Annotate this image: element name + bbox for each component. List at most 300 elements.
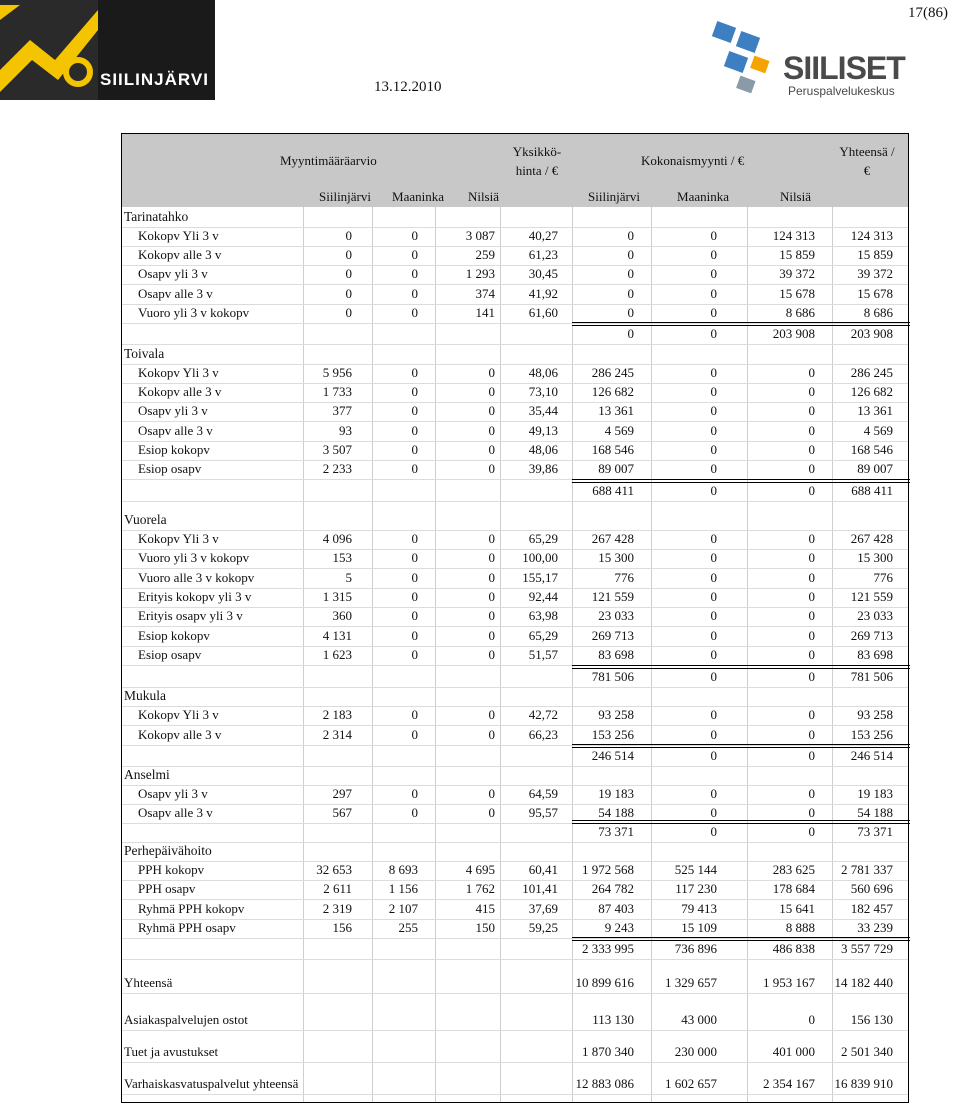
table-cell: 0 [345,305,352,320]
table-cell: 0 [411,805,418,820]
table-cell: 0 [411,423,418,438]
subtotal-cell: 3 557 729 [841,941,893,956]
table-cell: 39 372 [779,266,815,281]
table-cell: 41,92 [528,286,558,301]
table-cell: 66,23 [528,727,558,742]
grid-row-line [122,706,908,707]
table-cell: 0 [710,786,717,801]
table-cell: 13 361 [598,403,634,418]
subtotal-cell: 0 [710,483,717,498]
grid-row-line [122,959,908,960]
table-cell: 0 [710,384,717,399]
table-cell: 124 313 [772,228,815,243]
subtotal-cell: 486 838 [772,941,815,956]
grid-row-line [122,785,908,786]
table-cell: 0 [488,727,495,742]
row-label: Vuoro yli 3 v kokopv [138,550,250,565]
table-cell: 0 [710,286,717,301]
table-cell: 61,23 [528,247,558,262]
table-cell: 0 [488,461,495,476]
siiliset-brand: SIILISET [783,50,905,86]
row-label: Ryhmä PPH osapv [138,920,236,935]
table-cell: 2 319 [322,901,352,916]
table-cell: 0 [808,727,815,742]
table-cell: 0 [710,461,717,476]
table-cell: 0 [627,247,634,262]
table-cell: 0 [808,628,815,643]
grid-row-line [122,766,908,767]
table-cell: 0 [710,531,717,546]
table-cell: 64,59 [528,786,558,801]
table-cell: 8 888 [785,920,815,935]
table-cell: 0 [808,570,815,585]
table-cell: 0 [411,384,418,399]
table-cell: 0 [488,423,495,438]
table-cell: 95,57 [528,805,558,820]
header-yksikkohinta-1: Yksikkö- [512,144,562,159]
table-cell: 0 [345,286,352,301]
table-cell: 1 315 [322,589,352,604]
table-cell: 19 183 [598,786,634,801]
grid-row-line [122,804,908,805]
subtotal-cell: 0 [808,748,815,763]
row-label: Osapv alle 3 v [138,423,213,438]
table-cell: 153 256 [850,727,893,742]
grid-row-line [122,899,908,900]
table-cell: 267 428 [850,531,893,546]
table-cell: 0 [411,365,418,380]
total-cell: 401 000 [772,1044,815,1059]
table-cell: 0 [808,647,815,662]
subtotal-double-line [572,479,910,483]
table-cell: 0 [808,365,815,380]
table-cell: 0 [627,305,634,320]
subtotal-cell: 0 [710,824,717,839]
table-cell: 567 [332,805,352,820]
table-cell: 155,17 [522,570,558,585]
table-cell: 1 733 [322,384,352,399]
col-maaninka-sales: Maaninka [677,189,729,204]
table-cell: 0 [627,228,634,243]
table-cell: 83 698 [857,647,893,662]
table-cell: 89 007 [857,461,893,476]
subtotal-cell: 246 514 [850,748,893,763]
table-cell: 267 428 [591,531,634,546]
table-cell: 0 [808,550,815,565]
grid-row-line [122,842,908,843]
table-cell: 100,00 [522,550,558,565]
table-cell: 15 641 [779,901,815,916]
table-cell: 2 233 [322,461,352,476]
table-cell: 0 [411,461,418,476]
table-cell: 59,25 [528,920,558,935]
table-cell: 0 [710,707,717,722]
table-cell: 4 096 [322,531,352,546]
page-number: 17(86) [908,5,948,21]
table-cell: 0 [710,589,717,604]
table-cell: 0 [411,305,418,320]
section-heading: Toivala [124,346,165,361]
table-cell: 286 245 [850,365,893,380]
table-cell: 65,29 [528,531,558,546]
table-cell: 0 [627,266,634,281]
subtotal-double-line [572,937,910,941]
table-cell: 2 781 337 [841,862,893,877]
total-label: Asiakaspalvelujen ostot [124,1012,248,1027]
table-cell: 776 [873,570,893,585]
grid-row-line [122,441,908,442]
table-cell: 0 [411,286,418,301]
table-cell: 8 686 [785,305,815,320]
table-cell: 2 183 [322,707,352,722]
table-cell: 2 107 [388,901,418,916]
header-yksikkohinta-2: hinta / € [515,163,559,178]
table-cell: 61,60 [528,305,558,320]
table-cell: 0 [345,247,352,262]
table-cell: 3 087 [465,228,495,243]
subtotal-cell: 73 371 [598,824,634,839]
table-cell: 0 [808,403,815,418]
row-label: Esiop osapv [138,647,202,662]
table-cell: 0 [808,786,815,801]
row-label: Vuoro yli 3 v kokopv [138,305,250,320]
total-cell: 1 870 340 [582,1044,634,1059]
grid-row-line [122,501,908,502]
table-cell: 0 [488,531,495,546]
document-date: 13.12.2010 [374,79,442,95]
table-cell: 40,27 [528,228,558,243]
table-cell: 0 [488,384,495,399]
grid-row-line [122,568,908,569]
table-cell: 121 559 [591,589,634,604]
table-cell: 5 956 [322,365,352,380]
table-cell: 4 569 [604,423,634,438]
table-cell: 0 [808,608,815,623]
table-cell: 0 [710,266,717,281]
subtotal-cell: 0 [808,669,815,684]
table-cell: 8 693 [388,862,418,877]
grid-row-line [122,993,908,994]
table-cell: 1 623 [322,647,352,662]
table-cell: 1 762 [465,881,495,896]
table-cell: 15 859 [779,247,815,262]
subtotal-cell: 0 [710,669,717,684]
table-cell: 0 [488,365,495,380]
section-heading: Mukula [124,688,166,703]
table-cell: 0 [808,531,815,546]
table-cell: 0 [411,531,418,546]
table-cell: 124 313 [850,228,893,243]
sales-table [121,133,909,1103]
grid-row-line [122,421,908,422]
table-cell: 141 [475,305,495,320]
header-kokonaismyynti: Kokonaismyynti / € [641,153,745,168]
total-cell: 12 883 086 [575,1076,634,1091]
table-cell: 286 245 [591,365,634,380]
table-cell: 0 [808,384,815,399]
table-cell: 15 678 [779,286,815,301]
table-cell: 0 [808,805,815,820]
table-cell: 3 507 [322,442,352,457]
table-cell: 65,29 [528,628,558,643]
row-label: Esiop osapv [138,461,202,476]
table-cell: 2 611 [323,881,352,896]
row-label: Esiop kokopv [138,628,210,643]
table-cell: 0 [488,589,495,604]
grid-row-line [122,646,908,647]
table-cell: 54 188 [857,805,893,820]
col-siilinjarvi-sales: Siilinjärvi [588,189,640,204]
table-cell: 0 [488,570,495,585]
table-cell: 0 [710,805,717,820]
table-cell: 9 243 [604,920,634,935]
table-cell: 15 859 [857,247,893,262]
table-cell: 150 [475,920,495,935]
siilinjarvi-logo-text: SIILINJÄRVI [100,70,209,89]
row-label: Ryhmä PPH kokopv [138,901,245,916]
table-cell: 42,72 [528,707,558,722]
section-heading: Perhepäivähoito [124,843,212,858]
table-cell: 51,57 [528,647,558,662]
grid-column-line [435,207,436,1102]
grid-row-line [122,284,908,285]
table-cell: 168 546 [850,442,893,457]
table-cell: 37,69 [528,901,558,916]
table-cell: 0 [627,286,634,301]
total-cell: 113 130 [592,1012,634,1027]
table-cell: 33 239 [857,920,893,935]
header-yhteensa-2: € [863,163,871,178]
table-cell: 0 [411,570,418,585]
table-cell: 92,44 [528,589,558,604]
table-cell: 63,98 [528,608,558,623]
table-cell: 153 [332,550,352,565]
table-cell: 0 [710,647,717,662]
table-cell: 0 [808,423,815,438]
table-cell: 0 [411,228,418,243]
table-cell: 297 [332,786,352,801]
grid-row-line [122,626,908,627]
table-cell: 117 230 [675,881,717,896]
grid-row-line [122,402,908,403]
total-label: Yhteensä [124,975,173,990]
subtotal-cell: 0 [710,326,717,341]
subtotal-cell: 0 [808,824,815,839]
grid-column-line [303,207,304,1102]
subtotal-cell: 246 514 [591,748,634,763]
table-cell: 93 258 [598,707,634,722]
subtotal-double-line [572,744,910,748]
subtotal-cell: 0 [808,483,815,498]
row-label: Kokopv Yli 3 v [138,531,219,546]
table-cell: 0 [710,727,717,742]
grid-column-line [832,207,833,1102]
col-nilsia-sales: Nilsiä [779,189,811,204]
table-cell: 4 695 [465,862,495,877]
total-cell: 14 182 440 [834,975,893,990]
table-cell: 269 713 [850,628,893,643]
table-cell: 0 [345,228,352,243]
table-cell: 178 684 [772,881,815,896]
grid-column-line [651,207,652,1102]
table-cell: 374 [475,286,495,301]
table-cell: 73,10 [528,384,558,399]
table-cell: 0 [808,589,815,604]
table-cell: 0 [411,707,418,722]
table-cell: 0 [345,266,352,281]
table-cell: 153 256 [591,727,634,742]
table-cell: 0 [411,727,418,742]
table-cell: 32 653 [316,862,352,877]
col-nilsia-qty: Nilsiä [467,189,499,204]
total-label: Tuet ja avustukset [124,1044,219,1059]
table-cell: 48,06 [528,365,558,380]
row-label: Osapv alle 3 v [138,805,213,820]
grid-row-line [122,344,908,345]
row-label: Kokopv Yli 3 v [138,228,219,243]
table-cell: 49,13 [528,423,558,438]
table-cell: 560 696 [850,881,893,896]
table-cell: 101,41 [522,881,558,896]
table-cell: 0 [488,403,495,418]
row-label: Osapv yli 3 v [138,786,208,801]
table-cell: 0 [488,707,495,722]
table-cell: 0 [488,786,495,801]
table-cell: 0 [411,266,418,281]
row-label: Kokopv Yli 3 v [138,365,219,380]
table-cell: 126 682 [850,384,893,399]
table-cell: 60,41 [528,862,558,877]
grid-column-line [372,207,373,1102]
table-cell: 0 [808,707,815,722]
total-cell: 10 899 616 [575,975,634,990]
table-cell: 0 [808,461,815,476]
subtotal-cell: 0 [627,326,634,341]
grid-row-line [122,364,908,365]
table-cell: 83 698 [598,647,634,662]
table-cell: 0 [411,786,418,801]
table-cell: 0 [488,608,495,623]
siiliset-logo-icon [708,20,788,102]
section-heading: Vuorela [124,512,167,527]
subtotal-double-line [572,820,910,824]
table-cell: 0 [710,570,717,585]
subtotal-cell: 736 896 [674,941,717,956]
table-cell: 48,06 [528,442,558,457]
table-cell: 156 [332,920,352,935]
table-cell: 30,45 [528,266,558,281]
subtotal-cell: 73 371 [857,824,893,839]
table-cell: 269 713 [591,628,634,643]
total-cell: 1 953 167 [763,975,815,990]
table-cell: 0 [411,247,418,262]
table-cell: 0 [411,403,418,418]
grid-row-line [122,1094,908,1095]
table-cell: 0 [411,589,418,604]
row-label: Kokopv alle 3 v [138,247,222,262]
siiliset-subtitle: Peruspalvelukeskus [788,84,895,98]
row-label: Erityis kokopv yli 3 v [138,589,252,604]
subtotal-cell: 688 411 [592,483,634,498]
table-cell: 182 457 [850,901,893,916]
table-cell: 15 109 [681,920,717,935]
table-cell: 93 258 [857,707,893,722]
table-cell: 0 [710,228,717,243]
table-cell: 0 [488,805,495,820]
table-cell: 19 183 [857,786,893,801]
row-label: Kokopv alle 3 v [138,727,222,742]
table-cell: 0 [710,442,717,457]
total-cell: 2 501 340 [841,1044,893,1059]
table-cell: 79 413 [681,901,717,916]
total-cell: 230 000 [674,1044,717,1059]
grid-row-line [122,460,908,461]
subtotal-cell: 203 908 [772,326,815,341]
section-heading: Anselmi [124,767,170,782]
subtotal-cell: 781 506 [591,669,634,684]
table-cell: 0 [488,442,495,457]
table-cell: 0 [710,365,717,380]
table-cell: 0 [488,628,495,643]
row-label: Vuoro alle 3 v kokopv [138,570,255,585]
row-label: Osapv alle 3 v [138,286,213,301]
table-cell: 0 [488,550,495,565]
total-label: Varhaiskasvatuspalvelut yhteensä [124,1076,299,1091]
header-yhteensa-1: Yhteensä / [839,144,895,159]
siiliset-logo [708,20,958,102]
table-cell: 35,44 [528,403,558,418]
table-cell: 4 131 [322,628,352,643]
grid-row-line [122,1062,908,1063]
table-cell: 54 188 [598,805,634,820]
total-cell: 156 130 [850,1012,893,1027]
col-siilinjarvi-qty: Siilinjärvi [319,189,371,204]
section-heading: Tarinatahko [124,209,189,224]
table-cell: 0 [710,628,717,643]
header-myyntimaaraarvio: Myyntimääräarvio [280,153,377,168]
total-cell: 0 [808,1012,815,1027]
table-cell: 89 007 [598,461,634,476]
grid-row-line [122,1030,908,1031]
table-cell: 0 [411,608,418,623]
grid-column-line [500,207,501,1102]
row-label: PPH osapv [138,881,196,896]
siilinjarvi-logo [0,0,215,100]
table-cell: 15 678 [857,286,893,301]
table-cell: 23 033 [857,608,893,623]
total-cell: 1 329 657 [665,975,717,990]
total-cell: 1 602 657 [665,1076,717,1091]
row-label: Erityis osapv yli 3 v [138,608,243,623]
grid-row-line [122,383,908,384]
table-cell: 1 156 [388,881,418,896]
subtotal-cell: 203 908 [850,326,893,341]
subtotal-double-line [572,665,910,669]
table-cell: 1 972 568 [582,862,634,877]
table-cell: 0 [488,647,495,662]
subtotal-cell: 688 411 [851,483,893,498]
table-cell: 5 [345,570,352,585]
grid-column-line [572,207,573,1102]
total-cell: 43 000 [681,1012,717,1027]
table-cell: 0 [710,305,717,320]
table-cell: 283 625 [772,862,815,877]
table-cell: 126 682 [591,384,634,399]
table-cell: 0 [710,423,717,438]
table-cell: 0 [411,442,418,457]
table-cell: 525 144 [674,862,717,877]
subtotal-cell: 0 [710,748,717,763]
